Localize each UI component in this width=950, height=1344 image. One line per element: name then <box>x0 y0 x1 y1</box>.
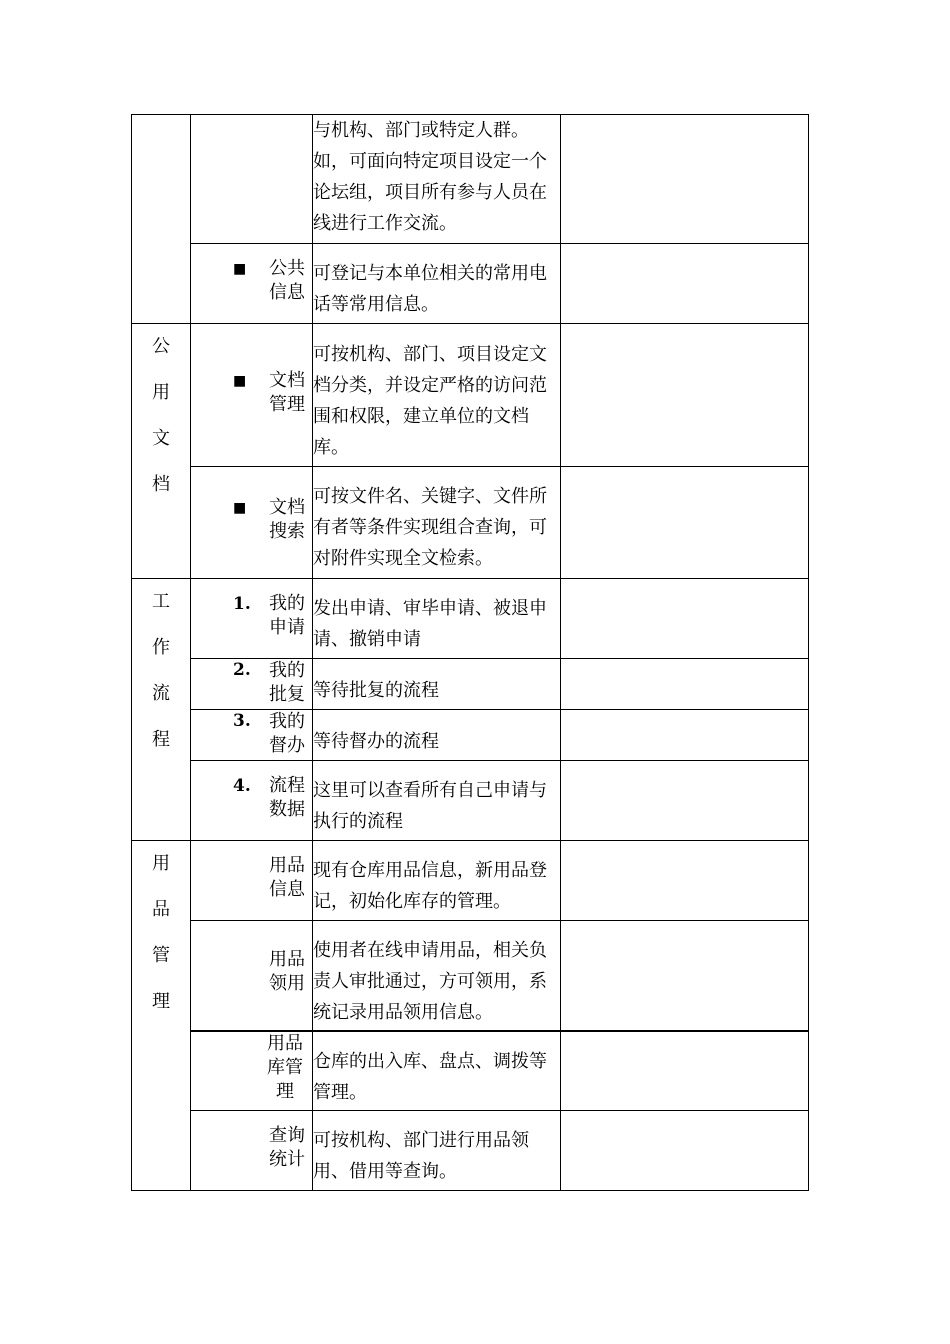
category-label: 公用文档 <box>152 336 170 495</box>
table-row <box>132 841 809 921</box>
item-label: 公共信息 <box>269 258 305 303</box>
description-cell: 可登记与本单位相关的常用电话等常用信息。 <box>313 244 561 324</box>
item-label: 文档管理 <box>269 370 305 415</box>
description-cell: 使用者在线申请用品，相关负责人审批通过，方可领用，系统记录用品领用信息。 <box>313 921 561 1031</box>
item-label: 流程数据 <box>269 775 305 820</box>
item-label: 查询统计 <box>269 1125 305 1170</box>
description-cell: 与机构、部门或特定人群。如，可面向特定项目设定一个论坛组，项目所有参与人员在线进行工作交流。 <box>313 115 561 244</box>
table-row <box>132 115 809 244</box>
remark-cell <box>561 467 809 579</box>
description-cell: 等待批复的流程 <box>313 659 561 710</box>
remark-cell <box>561 761 809 841</box>
category-cell-empty <box>132 115 191 324</box>
item-cell <box>191 244 313 324</box>
table-row <box>132 761 809 841</box>
remark-cell <box>561 1031 809 1111</box>
remark-cell <box>561 115 809 244</box>
description-cell: 这里可以查看所有自己申请与执行的流程 <box>313 761 561 841</box>
table-row <box>132 1111 809 1191</box>
bullet-square-icon: ■ <box>233 261 247 277</box>
item-cell <box>191 1031 313 1111</box>
item-label: 用品信息 <box>269 855 305 900</box>
feature-table <box>131 114 809 1191</box>
item-number: 2. <box>233 660 251 680</box>
remark-cell <box>561 659 809 710</box>
description-cell: 现有仓库用品信息，新用品登记，初始化库存的管理。 <box>313 841 561 921</box>
item-cell <box>191 761 313 841</box>
table-row <box>132 710 809 761</box>
remark-cell <box>561 579 809 659</box>
remark-cell <box>561 710 809 761</box>
bullet-square-icon: ■ <box>233 500 247 516</box>
table-row <box>132 324 809 467</box>
table-row <box>132 921 809 1031</box>
item-number: 3. <box>233 711 251 731</box>
remark-cell <box>561 841 809 921</box>
description-cell: 可按机构、部门、项目设定文档分类，并设定严格的访问范围和权限，建立单位的文档库。 <box>313 324 561 467</box>
item-label: 我的督办 <box>269 711 305 756</box>
table-row <box>132 1031 809 1111</box>
table-row <box>132 659 809 710</box>
item-cell <box>191 710 313 761</box>
item-cell <box>191 115 313 244</box>
category-label: 用品管理 <box>152 853 170 1012</box>
item-label: 我的申请 <box>269 593 305 638</box>
item-number: 1. <box>233 594 251 614</box>
remark-cell <box>561 324 809 467</box>
remark-cell <box>561 921 809 1031</box>
category-cell-supplies <box>132 841 191 1191</box>
item-cell <box>191 659 313 710</box>
remark-cell <box>561 1111 809 1191</box>
table-row <box>132 244 809 324</box>
remark-cell <box>561 244 809 324</box>
description-cell: 发出申请、审毕申请、被退申请、撤销申请 <box>313 579 561 659</box>
bullet-square-icon: ■ <box>233 373 247 389</box>
item-cell <box>191 921 313 1031</box>
category-cell-public-docs <box>132 324 191 579</box>
description-cell: 可按文件名、关键字、文件所有者等条件实现组合查询，可对附件实现全文检索。 <box>313 467 561 579</box>
table-row <box>132 467 809 579</box>
category-cell-workflow <box>132 579 191 841</box>
item-label: 用品领用 <box>269 949 305 994</box>
item-label: 我的批复 <box>269 660 305 705</box>
description-cell: 等待督办的流程 <box>313 710 561 761</box>
item-cell <box>191 579 313 659</box>
item-number: 4. <box>233 776 251 796</box>
description-cell: 可按机构、部门进行用品领用、借用等查询。 <box>313 1111 561 1191</box>
item-label: 文档搜索 <box>269 497 305 542</box>
category-label: 工作流程 <box>152 591 170 750</box>
item-cell <box>191 324 313 467</box>
item-cell <box>191 467 313 579</box>
item-cell <box>191 841 313 921</box>
item-cell <box>191 1111 313 1191</box>
item-label: 用品库管理 <box>267 1032 303 1102</box>
description-cell: 仓库的出入库、盘点、调拨等管理。 <box>313 1031 561 1111</box>
table-row <box>132 579 809 659</box>
